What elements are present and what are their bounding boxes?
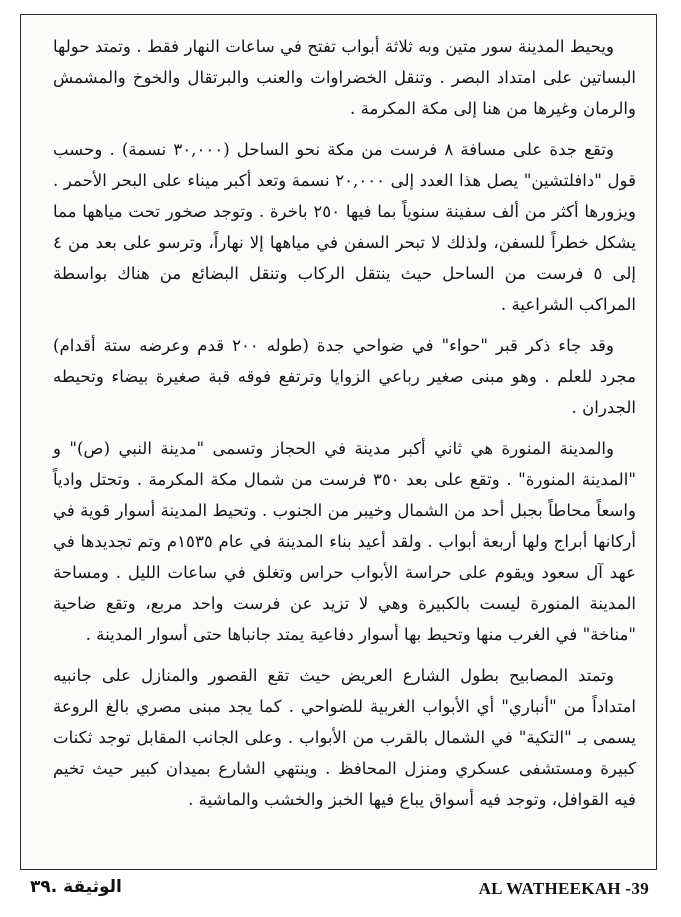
paragraph-eve-tomb: وقد جاء ذكر قبر "حواء" في ضواحي جدة (طوله ٢٠٠ قدم وعرضه ستة أقدام) مجرد للعلم . وهو مبنى صغير رباعي الزوايا وترتفع فوقه قبة صغيرة بيضاء وتحيطه الجدران . [53, 336, 636, 417]
paragraph-jeddah: وتقع جدة على مسافة ٨ فرست من مكة نحو الساحل (٣٠,٠٠٠ نسمة) . وحسب قول "دافلتشين" يصل هذا العدد إلى ٢٠,٠٠٠ نسمة وتعد أكبر ميناء على البحر الأحمر . ويزورها أكثر من ألف سفينة سنوياً بما فيها ٢٥٠ باخرة . وتوجد صخور تحت مياهها مما يشكل خطراً للسفن، ولذلك لا تبحر السفن في مياهها إلا نهاراً، وترسو على بعد من ٤ إلى ٥ فرست من الساحل حيث ينتقل الركاب وتنقل البضائع من هناك بواسطة المراكب الشراعية . [53, 140, 637, 314]
paragraph-main-street: وتمتد المصابيح بطول الشارع العريض حيث تقع القصور والمنازل على جانبيه امتداداً من "أنباري" أي الأبواب الغربية للضواحي . كما يجد مبنى مصري بالغ الروعة يسمى بـ "التكية" في الشمال بالقرب من الأبواب . وعلى الجانب المقابل توجد ثكنات كبيرة ومستشفى عسكري ومنزل المحافظ . وينتهي الشارع بميدان كبير حيث تخيم فيه القوافل، وتوجد فيه أسواق يباع فيها الخبز والخشب والماشية . [53, 666, 636, 809]
footer-latin-page-label: AL WATHEEKAH -39 [478, 879, 649, 898]
paragraph-city-walls: ويحيط المدينة سور متين وبه ثلاثة أبواب تفتح في ساعات النهار فقط . وتمتد حولها البساتين على امتداد البصر . وتنقل الخضراوات والعنب والبرتقال والخوخ والمشمش والرمان وغيرها من هنا إلى مكة المكرمة . [53, 37, 636, 118]
paragraph-medina: والمدينة المنورة هي ثاني أكبر مدينة في الحجاز وتسمى "مدينة النبي (ص)" و "المدينة المنورة" . وتقع على بعد ٣٥٠ فرست من شمال مكة المكرمة . وتحتل وادياً واسعاً محاطاً بجبل أحد من الشمال وخيبر من الجنوب . وتحيط المدينة أسوار قوية في أركانها أبراج ولها أربعة أبواب . ولقد أعيد بناء المدينة في عام ١٥٣٥م وتم تجديدها في عهد آل سعود ويقوم على حراسة الأبواب حراس وتغلق في ساعات الليل . ومساحة المدينة المنورة ليست بالكبيرة وهي لا تزيد عن فرست واحد مربع، وتقع ضاحية "مناخة" في الغرب منها وتحيط بها أسوار دفاعية يمتد جانباها حتى أسوار المدينة . [53, 439, 636, 644]
article-frame [20, 14, 657, 870]
page-footer [30, 877, 649, 903]
article-body [53, 31, 636, 815]
footer-arabic-page-label: الوثيقة .٣٩ [30, 877, 122, 897]
